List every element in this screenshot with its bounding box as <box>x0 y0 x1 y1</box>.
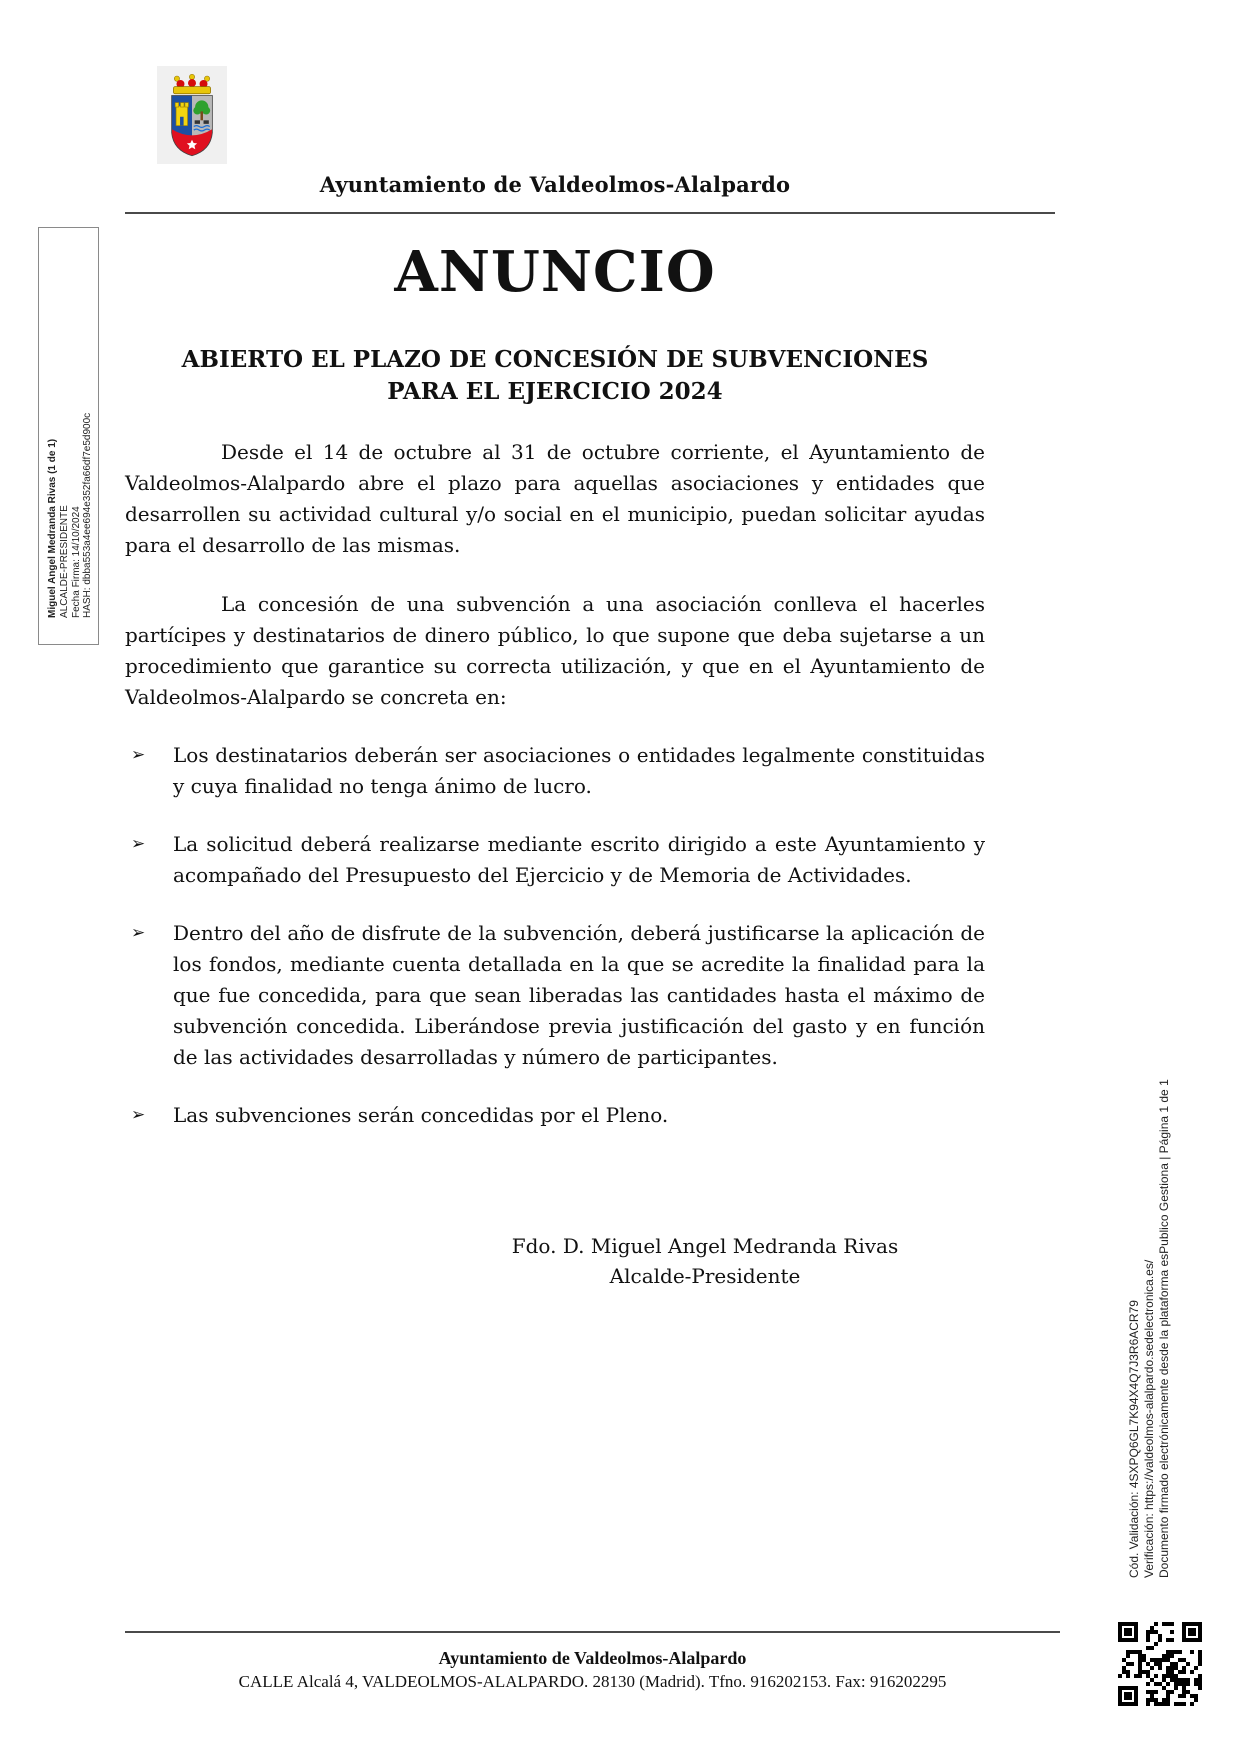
bullet-arrow-icon: ➢ <box>131 1104 146 1125</box>
document-body <box>125 225 985 1291</box>
bullet-text: La solicitud deberá realizarse mediante escrito dirigido a este Ayuntamiento y acompañado del Presupuesto del Ejercicio y de Memoria de Actividades. <box>173 831 985 887</box>
header-divider <box>125 212 1055 214</box>
signature-name-line: Fdo. D. Miguel Angel Medranda Rivas <box>511 1233 899 1258</box>
validation-strip <box>1127 1079 1172 1578</box>
subtitle-line-2: PARA EL EJERCICIO 2024 <box>387 378 723 406</box>
bullet-item-1 <box>125 740 985 802</box>
bullet-item-3 <box>125 918 985 1073</box>
qr-finder-top-left <box>1118 1622 1138 1642</box>
footer <box>125 1648 1060 1692</box>
qr-finder-top-right <box>1182 1622 1202 1642</box>
footer-address: CALLE Alcalá 4, VALDEOLMOS-ALALPARDO. 28130 (Madrid). Tfno. 916202153. Fax: 916202295 <box>238 1672 947 1691</box>
subtitle-line-1: ABIERTO EL PLAZO DE CONCESIÓN DE SUBVENCIONES <box>181 346 929 374</box>
bullet-arrow-icon: ➢ <box>131 833 146 854</box>
signature-date: Fecha Firma: 14/10/2024 <box>70 506 82 618</box>
header-title: Ayuntamiento de Valdeolmos-Alalpardo <box>319 172 791 197</box>
bullet-arrow-icon: ➢ <box>131 922 146 943</box>
validation-code: Cód. Validación: 4SXPQ6GL7K94X4Q7J3R6ACR79 <box>1127 1300 1141 1578</box>
paragraph-2: La concesión de una subvención a una asociación conlleva el hacerles partícipes y destinatarios de dinero público, lo que supone que deba sujetarse a un procedimiento que garantice su correcta utilización, y que en el Ayuntamiento de Valdeolmos-Alalpardo se concreta en: <box>125 591 985 709</box>
verification-url: Verificación: https://valdeolmos-alalpardo.sedelectronica.es/ <box>1142 1259 1156 1578</box>
bullet-text: Dentro del año de disfrute de la subvención, deberá justificarse la aplicación de los fondos, mediante cuenta detallada en la que se acredite la finalidad para la que fue concedida, para que sean liberadas las cantidades hasta el máximo de subvención concedida. Liberándose previa justificación del gasto y en función de las actividades desarrolladas y número de participantes. <box>173 920 985 1069</box>
document-subtitle <box>125 344 985 408</box>
document-title: ANUNCIO <box>394 239 716 305</box>
qr-finder-bottom-left <box>1118 1686 1138 1706</box>
coat-of-arms-graphic <box>161 70 223 160</box>
bullet-item-4 <box>125 1100 985 1131</box>
signature-block <box>465 1231 945 1291</box>
bullet-text: Las subvenciones serán concedidas por el Pleno. <box>173 1102 669 1127</box>
signature-hash: HASH: dbba553a4ee694e352fa66df7e5d900c <box>82 412 94 618</box>
bullet-arrow-icon: ➢ <box>131 744 146 765</box>
paragraph-1: Desde el 14 de octubre al 31 de octubre corriente, el Ayuntamiento de Valdeolmos-Alalpardo abre el plazo para aquellas asociaciones y entidades que desarrollen su actividad cultural y/o social en el municipio, puedan solicitar ayudas para el desarrollo de las mismas. <box>125 439 985 557</box>
signature-role-line: Alcalde-Presidente <box>609 1263 801 1288</box>
municipal-coat-of-arms-icon <box>157 66 227 164</box>
bullet-text: Los destinatarios deberán ser asociaciones o entidades legalmente constituidas y cuya finalidad no tenga ánimo de lucro. <box>173 742 985 798</box>
signature-stamp-text <box>47 413 94 618</box>
bullet-item-2 <box>125 829 985 891</box>
signer-name: Miguel Angel Medranda Rivas (1 de 1) <box>47 438 58 618</box>
footer-title: Ayuntamiento de Valdeolmos-Alalpardo <box>438 1648 747 1668</box>
qr-code <box>1118 1622 1202 1706</box>
signed-document-note: Documento firmado electrónicamente desde la plataforma esPublico Gestiona | Página 1 de 1 <box>1157 1079 1171 1578</box>
signer-role: ALCALDE-PRESIDENTE <box>58 505 70 618</box>
footer-divider <box>125 1631 1060 1633</box>
